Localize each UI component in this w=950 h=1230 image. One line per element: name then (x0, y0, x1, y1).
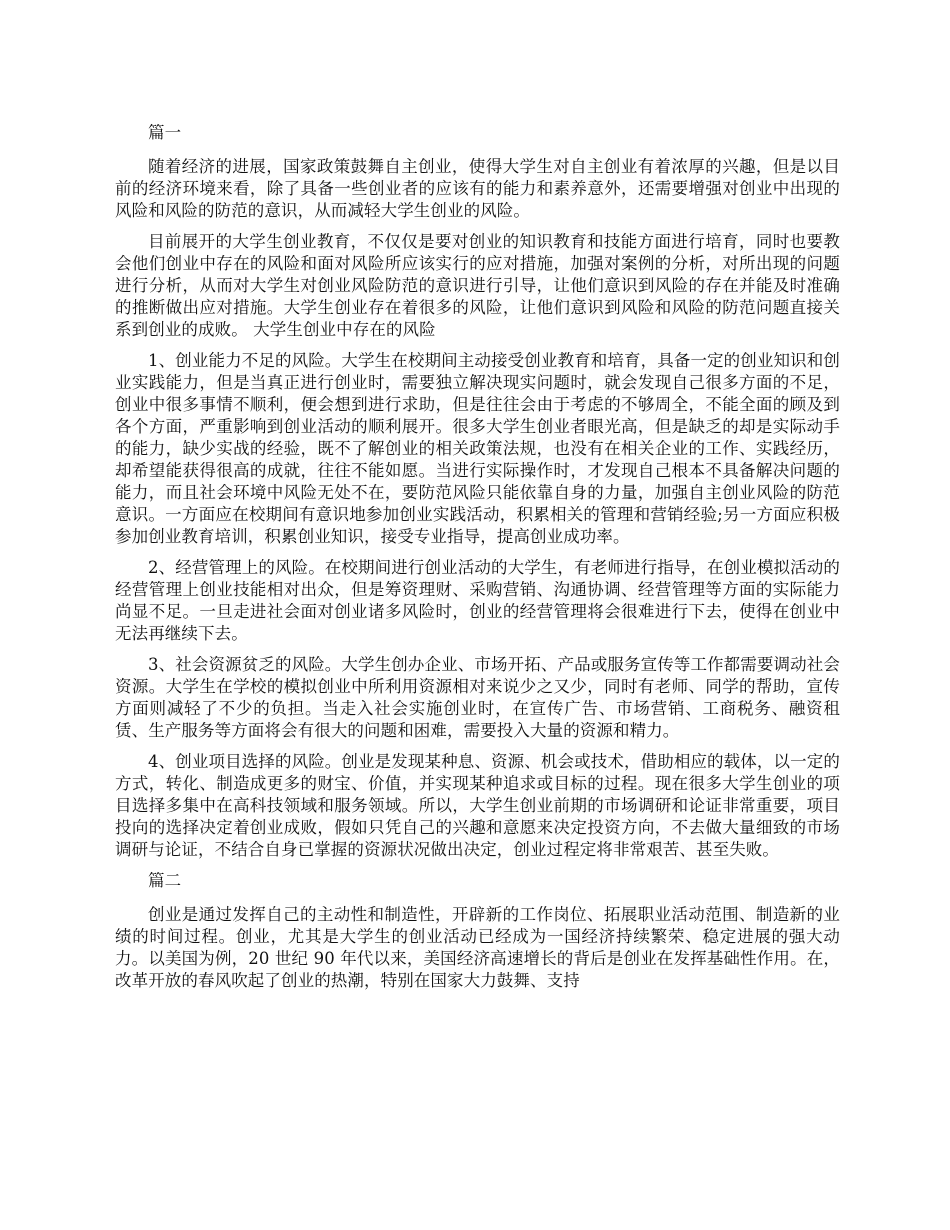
document-body (115, 122, 840, 1001)
section-heading-1: 篇一 (148, 123, 182, 142)
paragraph: 目前展开的大学生创业教育，不仅仅是要对创业的知识教育和技能方面进行培育，同时也要教会他们创业中存在的风险和面对风险所应该实行的应对措施，加强对案例的分析，对所出现的问题进行分析，从而对大学生对创业风险防范的意识进行引导，让他们意识到风险的存在并能及时准确的推断做出应对措施。大学生创业存在着很多的风险，让他们意识到风险和风险的防范问题直接关系到创业的成败。 大学生创业中存在的风险 (115, 232, 840, 339)
paragraph: 创业是通过发挥自己的主动性和制造性，开辟新的工作岗位、拓展职业活动范围、制造新的业绩的时间过程。创业，尤其是大学生的创业活动已经成为一国经济持续繁荣、稳定进展的强大动力。以美国为例，20 世纪 90 年代以来，美国经济高速增长的背后是创业在发挥基础性作用。在，改革开放的春风吹起了创业的热潮，特别在国家大力鼓舞、支持 (115, 905, 840, 990)
paragraph: 3、社会资源贫乏的风险。大学生创办企业、市场开拓、产品或服务宣传等工作都需要调动社会资源。大学生在学校的模拟创业中所利用资源相对来说少之又少，同时有老师、同学的帮助，宣传方面则减轻了不少的负担。当走入社会实施创业时，在宣传广告、市场营销、工商税务、融资租赁、生产服务等方面将会有很大的问题和困难，需要投入大量的资源和精力。 (115, 655, 840, 740)
paragraph: 1、创业能力不足的风险。大学生在校期间主动接受创业教育和培育，具备一定的创业知识和创业实践能力，但是当真正进行创业时，需要独立解决现实问题时，就会发现自己很多方面的不足，创业中很多事情不顺利，便会想到进行求助，但是往往会由于考虑的不够周全，不能全面的顾及到各个方面，严重影响到创业活动的顺利展开。很多大学生创业者眼光高，但是缺乏的却是实际动手的能力，缺少实战的经验，既不了解创业的相关政策法规，也没有在相关企业的工作、实践经历，却希望能获得很高的成就，往往不能如愿。当进行实际操作时，才发现自己根本不具备解决问题的能力，而且社会环境中风险无处不在，要防范风险只能依靠自身的力量，加强自主创业风险的防范意识。一方面应在校期间有意识地参加创业实践活动，积累相关的管理和营销经验;另一方面应积极参加创业教育培训，积累创业知识，接受专业指导，提高创业成功率。 (115, 351, 840, 546)
section-heading-2: 篇二 (148, 871, 182, 890)
paragraph: 4、创业项目选择的风险。创业是发现某种息、资源、机会或技术，借助相应的载体，以一定的方式，转化、制造成更多的财宝、价值，并实现某种追求或目标的过程。现在很多大学生创业的项目选择多集中在高科技领域和服务领域。所以，大学生创业前期的市场调研和论证非常重要，项目投向的选择决定着创业成败，假如只凭自己的兴趣和意愿来决定投资方向，不去做大量细致的市场调研与论证，不结合自身已掌握的资源状况做出决定，创业过程定将非常艰苦、甚至失败。 (115, 752, 840, 859)
paragraph: 2、经营管理上的风险。在校期间进行创业活动的大学生，有老师进行指导，在创业模拟活动的经营管理上创业技能相对出众，但是筹资理财、采购营销、沟通协调、经营管理等方面的实际能力尚显不足。一旦走进社会面对创业诸多风险时，创业的经营管理将会很难进行下去，使得在创业中无法再继续下去。 (115, 558, 840, 643)
paragraph: 随着经济的进展，国家政策鼓舞自主创业，使得大学生对自主创业有着浓厚的兴趣，但是以目前的经济环境来看，除了具备一些创业者的应该有的能力和素养意外，还需要增强对创业中出现的风险和风险的防范的意识，从而减轻大学生创业的风险。 (115, 157, 840, 220)
